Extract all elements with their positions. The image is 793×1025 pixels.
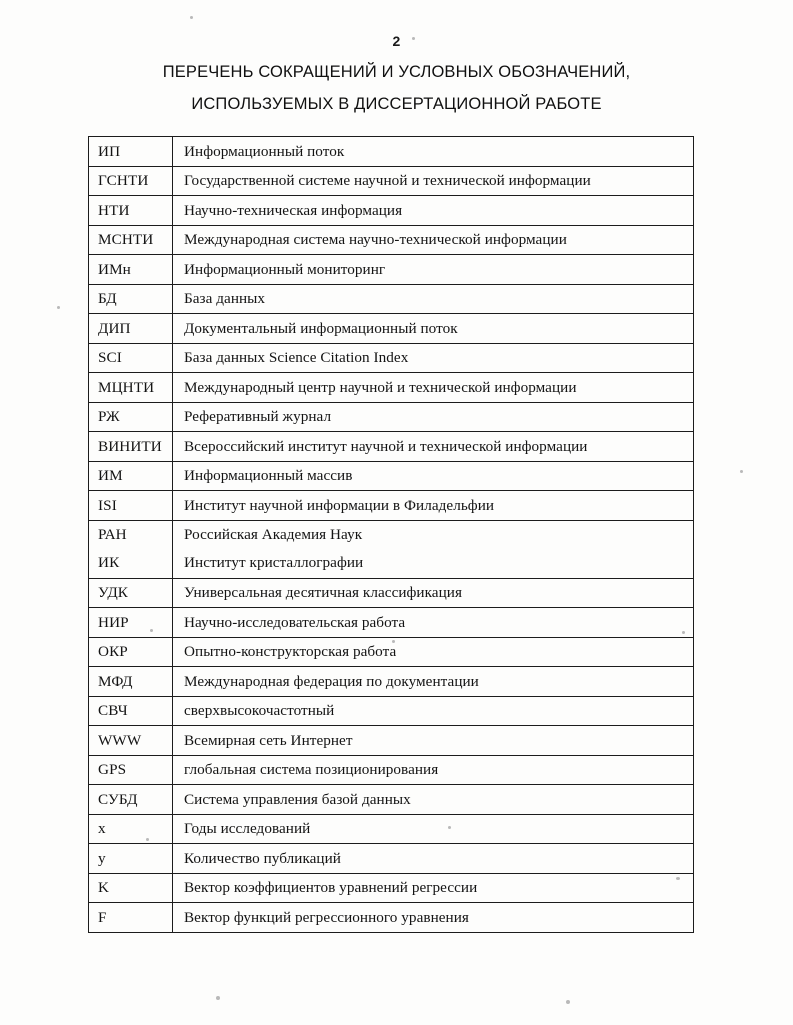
description-cell: Институт кристаллографии: [184, 554, 364, 571]
page-number: 2: [392, 33, 401, 49]
description-cell: Вектор коэффициентов уравнений регрессии: [173, 873, 694, 903]
abbreviation-cell: БД: [89, 284, 173, 314]
description-cell: Всемирная сеть Интернет: [173, 726, 694, 756]
description-cell: Научно-исследовательская работа: [173, 608, 694, 638]
description-cell: сверхвысокочастотный: [173, 696, 694, 726]
description-cell: Российская Академия Наук: [184, 525, 363, 543]
description-cell: Информационный мониторинг: [173, 255, 694, 285]
scan-speckle: [216, 996, 220, 1000]
table-row: [89, 903, 694, 933]
table-row: [89, 755, 694, 785]
abbreviation-cell: ГСНТИ: [89, 166, 173, 196]
description-cell: Международный центр научной и технической информации: [173, 373, 694, 403]
abbreviation-cell: ДИП: [89, 314, 173, 344]
abbreviation-cell: НТИ: [89, 196, 173, 226]
abbreviation-cell: МФД: [89, 667, 173, 697]
abbreviation-cell: УДК: [89, 578, 173, 608]
table-row: [89, 491, 694, 521]
abbreviation-cell: РАН: [98, 525, 127, 543]
description-cell: Годы исследований: [173, 814, 694, 844]
description-cell: Научно-техническая информация: [173, 196, 694, 226]
abbreviation-cell: ИМн: [89, 255, 173, 285]
description-cell: Институт научной информации в Филадельфии: [173, 491, 694, 521]
table-row: [89, 461, 694, 491]
scan-speckle: [190, 16, 193, 19]
table-row: [89, 637, 694, 667]
description-cell: Документальный информационный поток: [173, 314, 694, 344]
abbreviation-cell: ИМ: [89, 461, 173, 491]
description-cell-merged: [173, 520, 694, 578]
table-row: [89, 726, 694, 756]
abbreviation-cell: ISI: [89, 491, 173, 521]
description-cell: Реферативный журнал: [173, 402, 694, 432]
table-row: [89, 225, 694, 255]
abbreviations-table-container: [88, 136, 693, 933]
description-cell: База данных: [173, 284, 694, 314]
description-cell: Опытно-конструкторская работа: [173, 637, 694, 667]
table-row: [89, 402, 694, 432]
table-row: [89, 785, 694, 815]
table-row-merged: [89, 520, 694, 578]
description-cell: Всероссийский институт научной и технической информации: [173, 432, 694, 462]
abbreviation-cell: K: [89, 873, 173, 903]
table-row: [89, 667, 694, 697]
abbreviation-cell: SCI: [89, 343, 173, 373]
table-row: [89, 578, 694, 608]
table-row: [89, 137, 694, 167]
description-cell: Вектор функций регрессионного уравнения: [173, 903, 694, 933]
scan-speckle: [57, 306, 60, 309]
table-row: [89, 696, 694, 726]
abbreviation-cell: у: [89, 844, 173, 874]
page-title: [70, 56, 723, 120]
abbreviation-cell: х: [89, 814, 173, 844]
description-cell: глобальная система позиционирования: [173, 755, 694, 785]
page-title-line-2: ИСПОЛЬЗУЕМЫХ В ДИССЕРТАЦИОННОЙ РАБОТЕ: [191, 95, 602, 113]
description-cell: База данных Science Citation Index: [173, 343, 694, 373]
page-title-line-1: ПЕРЕЧЕНЬ СОКРАЩЕНИЙ И УСЛОВНЫХ ОБОЗНАЧЕНИЙ,: [162, 63, 631, 81]
scan-speckle: [566, 1000, 570, 1004]
abbreviation-cell: СВЧ: [89, 696, 173, 726]
table-row: [89, 814, 694, 844]
abbreviation-cell: НИР: [89, 608, 173, 638]
scan-speckle: [740, 470, 743, 473]
abbreviations-table-body: [89, 137, 694, 933]
abbreviation-cell: ВИНИТИ: [89, 432, 173, 462]
table-row: [89, 432, 694, 462]
abbreviations-table: [88, 136, 694, 933]
abbreviation-cell: WWW: [89, 726, 173, 756]
description-cell: Количество публикаций: [173, 844, 694, 874]
table-row: [89, 844, 694, 874]
abbreviation-cell: СУБД: [89, 785, 173, 815]
description-cell: Государственной системе научной и технической информации: [173, 166, 694, 196]
description-cell: Международная федерация по документации: [173, 667, 694, 697]
abbreviation-cell: ИК: [98, 554, 120, 571]
description-cell: Международная система научно-технической информации: [173, 225, 694, 255]
table-row: [89, 608, 694, 638]
abbreviation-cell: ИП: [89, 137, 173, 167]
abbreviation-cell: РЖ: [89, 402, 173, 432]
description-cell: Универсальная десятичная классификация: [173, 578, 694, 608]
abbreviation-cell: ОКР: [89, 637, 173, 667]
abbreviation-cell-merged: [89, 520, 173, 578]
table-row: [89, 314, 694, 344]
table-row: [89, 873, 694, 903]
abbreviation-cell: МСНТИ: [89, 225, 173, 255]
description-cell: Информационный массив: [173, 461, 694, 491]
table-row: [89, 255, 694, 285]
description-cell: Система управления базой данных: [173, 785, 694, 815]
table-row: [89, 373, 694, 403]
description-cell: Информационный поток: [173, 137, 694, 167]
table-row: [89, 343, 694, 373]
abbreviation-cell: МЦНТИ: [89, 373, 173, 403]
table-row: [89, 166, 694, 196]
abbreviation-cell: F: [89, 903, 173, 933]
table-row: [89, 196, 694, 226]
table-row: [89, 284, 694, 314]
abbreviation-cell: GPS: [89, 755, 173, 785]
